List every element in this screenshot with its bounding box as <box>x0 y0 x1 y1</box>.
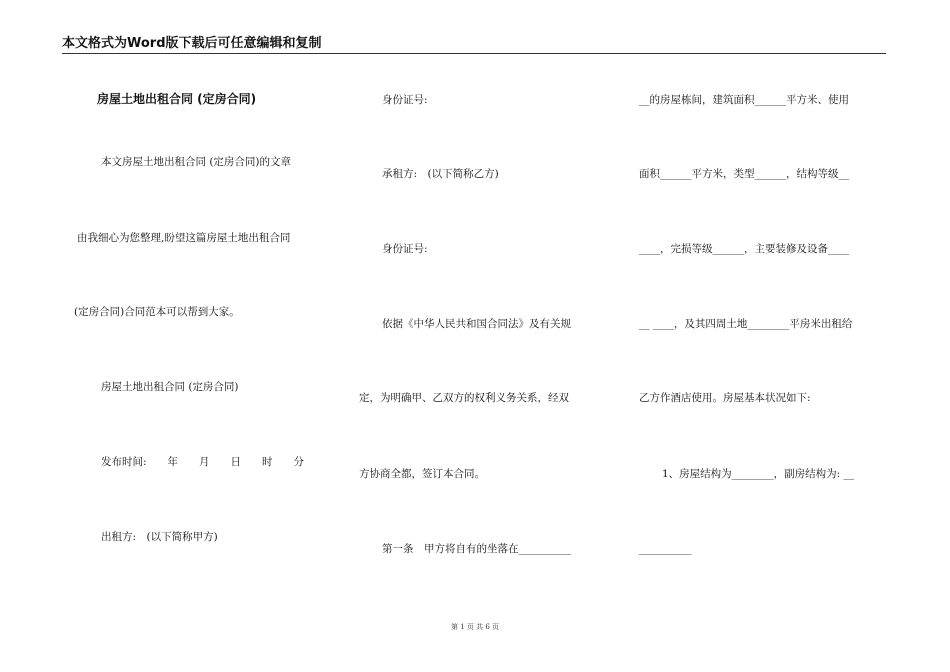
text-line: 发布时间: 年 月 日 时 分 <box>101 456 305 468</box>
text-line: 由我细心为您整理,盼望这篇房屋土地出租合同 <box>77 232 291 244</box>
text-line: 房屋土地出租合同 (定房合同) <box>101 381 239 393</box>
text-line: ____，完损等级______，主要装修及设备____ <box>639 243 849 255</box>
page-number: 第 1 页 共 6 页 <box>450 623 500 631</box>
text-line: __ ____，及其四周土地________平房米出租给 <box>639 318 853 330</box>
text-line: 本文房屋土地出租合同 (定房合同)的文章 <box>101 156 292 168</box>
text-line: 承租方: (以下简称乙方) <box>382 168 499 180</box>
header-divider <box>62 53 886 54</box>
text-line: 第一条 甲方将自有的坐落在__________ <box>382 543 571 555</box>
text-line: 定，为明确甲、乙双方的权利义务关系，经双 <box>359 392 569 404</box>
text-line: 出租方: (以下简称甲方) <box>101 531 218 543</box>
text-line: 身份证号: <box>382 94 428 106</box>
text-line: 依据《中华人民共和国合同法》及有关规 <box>382 318 571 330</box>
text-line: __________ <box>639 543 692 555</box>
document-title: 房屋土地出租合同 (定房合同) <box>97 92 257 106</box>
text-line: __的房屋栋间，建筑面积______平方米、使用 <box>639 94 849 106</box>
text-line: (定房合同)合同范本可以帮到大家。 <box>74 306 240 318</box>
text-line: 乙方作酒店使用。房屋基本状况如下: <box>639 392 811 404</box>
text-line: 面积______平方米，类型______，结构等级__ <box>639 168 849 180</box>
text-line: 身份证号: <box>382 243 428 255</box>
document-header: 本文格式为Word版下载后可任意编辑和复制 <box>62 36 322 51</box>
text-line: 方协商全都，签订本合同。 <box>359 468 485 480</box>
text-line: 1、房屋结构为________，副房结构为: __ <box>662 468 855 480</box>
